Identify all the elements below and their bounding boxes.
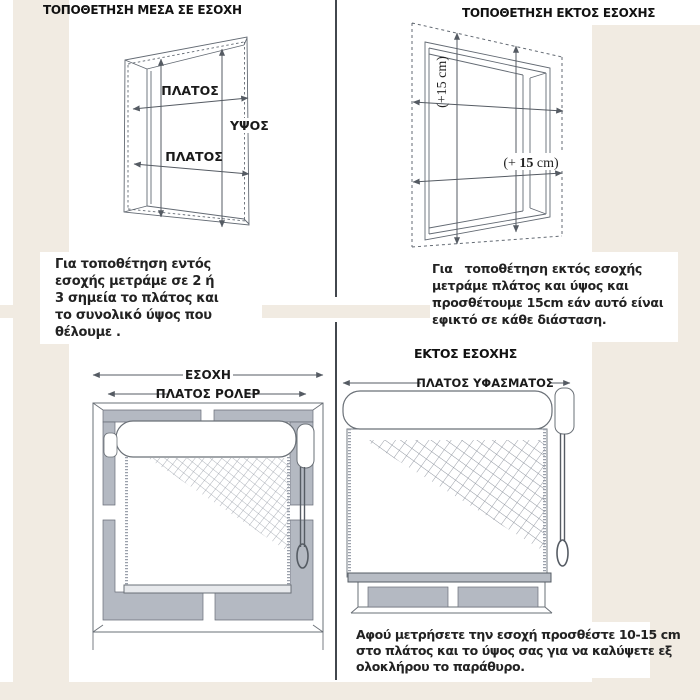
right-bracket [297,424,314,468]
diagram-window-outside-recess [400,18,585,253]
width-plus-num: 15 [519,156,534,171]
diagram-roller-outside-recess [335,370,595,620]
recess-label: ΕΣΟΧΗ [185,368,231,382]
caption-line: ολοκλήρου το παράθυρο. [356,659,525,674]
diagram-window-inside-recess [95,25,285,255]
caption-line: μετράμε πλάτος και ύψος και [432,278,629,293]
caption-line: Για τοποθέτηση εντός [55,257,211,272]
title-inside-recess: ΤΟΠΟΘΕΤΗΣΗ ΜΕΣΑ ΣΕ ΕΣΟΧΗ [43,3,242,17]
caption-line: Αφού μετρήσετε την εσοχή προσθέστε 10-15 cm [356,627,681,642]
roller-tube [116,421,296,457]
caption-line: στο πλάτος και το ύψος σας για να καλύψετε εξ [356,643,672,658]
caption-line: θέλουμε . [55,325,121,340]
right-bracket [555,388,574,434]
right-margin-strip [592,25,700,700]
caption-line: Για τοποθέτηση εκτός εσοχής [432,261,643,276]
caption-outside-recess [432,260,663,328]
width-label-bottom: ΠΛΑΤΟΣ [165,149,223,164]
height-plus-label: (+15 cm) [435,56,450,108]
title-outside-recess: ΤΟΠΟΘΕΤΗΣΗ ΕΚΤΟΣ ΕΣΟΧΗΣ [462,6,656,20]
left-margin-strip [13,0,69,700]
diagram-roller-inside-recess [85,360,335,660]
fabric-bottom-rail [124,585,291,593]
caption-inside-recess [55,256,219,341]
caption-bottom-advice [356,627,680,675]
caption-line: προσθέτουμε 15cm εάν αυτό είναι [432,295,664,310]
caption-line: 3 σημεία το πλάτος και [55,291,219,306]
fabric-bottom-rail [348,573,551,582]
roller-width-label: ΠΛΑΤΟΣ ΡΟΛΕΡ [155,387,261,401]
window-sill [351,582,552,613]
width-plus-post: cm) [533,156,559,171]
width-label-top: ΠΛΑΤΟΣ [161,83,219,98]
blind-fabric [124,457,291,593]
width-plus-pre: (+ [503,156,520,171]
height-label: ΥΨΟΣ [230,118,269,133]
control-chain [557,434,568,566]
section-title-outside-recess: ΕΚΤΟΣ ΕΣΟΧΗΣ [414,346,518,361]
left-bracket [104,433,117,457]
blind-fabric [347,429,551,582]
vertical-divider-top [335,0,337,297]
fabric-width-label: ΠΛΑΤΟΣ ΥΦΑΣΜΑΤΟΣ [416,376,554,390]
roller-tube [343,391,552,429]
caption-line: εσοχής μετράμε σε 2 ή [55,274,215,289]
caption-line: εφικτό σε κάθε διάσταση. [432,312,607,327]
width-plus-label [503,156,559,171]
caption-line: το συνολικό ύψος που [55,308,212,323]
bottom-margin-strip [0,682,700,700]
